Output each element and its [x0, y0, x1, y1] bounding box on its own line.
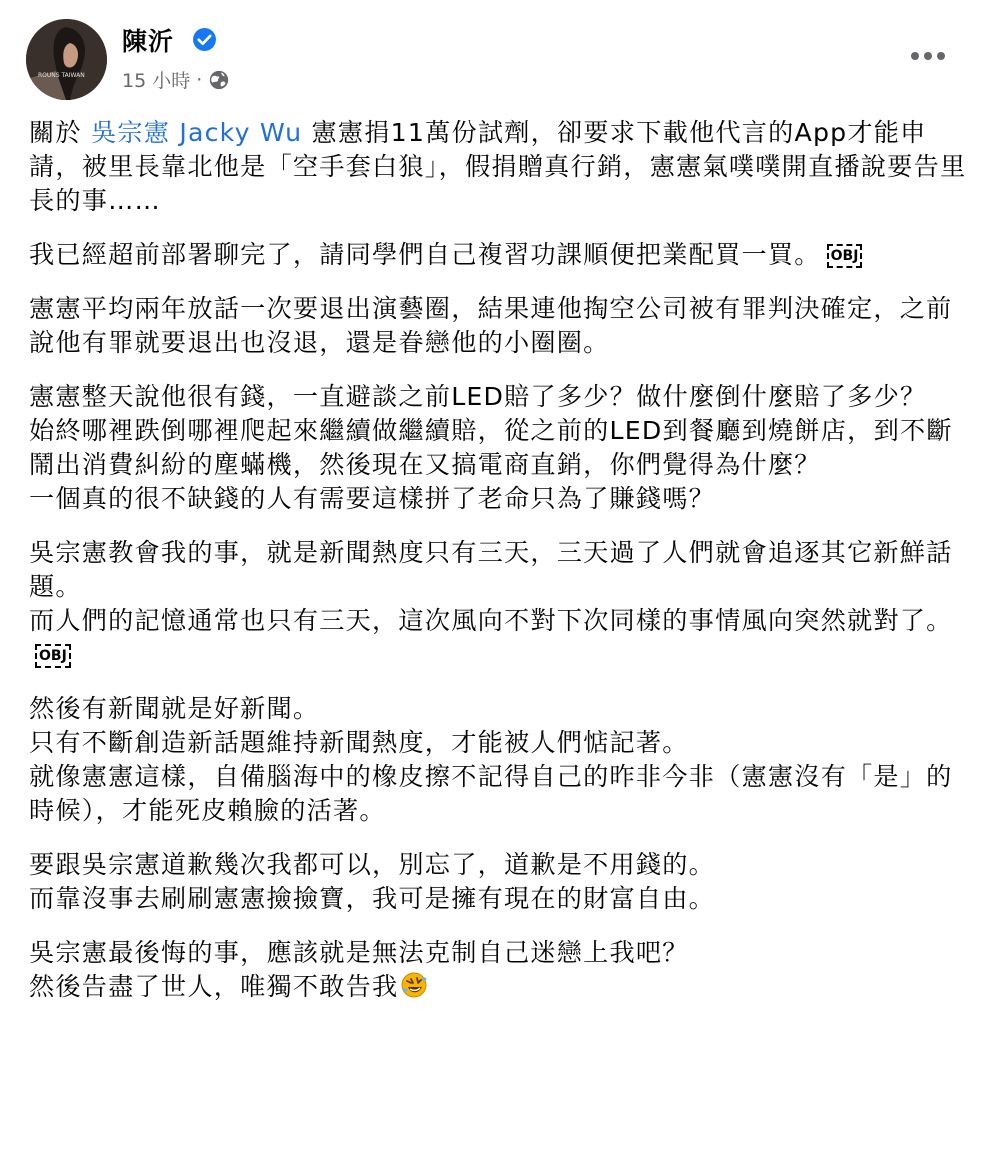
paragraph-line: 就像憲憲這樣，自備腦海中的橡皮擦不記得自己的昨非今非（憲憲沒有「是」的時候），才能死皮賴臉的活著。 [29, 762, 953, 825]
paragraph-line: 吳宗憲教會我的事，就是新聞熱度只有三天，三天過了人們就會追逐其它新鮮話題。 [29, 538, 953, 601]
avatar[interactable] [26, 19, 107, 100]
mention-link[interactable]: 吳宗憲 Jacky Wu [91, 118, 303, 147]
paragraph-6 [29, 692, 969, 828]
paragraph-3: 憲憲平均兩年放話一次要退出演藝圈，結果連他掏空公司被有罪判決確定，之前說他有罪就要退出也沒退，還是眷戀他的小圈圈。 [29, 294, 953, 357]
paragraph-4 [29, 380, 969, 516]
rolling-laughing-emoji-icon [400, 971, 428, 999]
paragraph-line: 而靠沒事去刷刷憲憲撿撿寶，我可是擁有現在的財富自由。 [29, 884, 716, 913]
paragraph-line: 然後告盡了世人，唯獨不敢告我 [29, 972, 399, 1001]
meta-separator: · [196, 68, 203, 91]
post-body [29, 116, 969, 1004]
globe-icon[interactable] [208, 69, 230, 91]
paragraph-7 [29, 848, 969, 916]
paragraph-2: 我已經超前部署聊完了，請同學們自己複習功課順便把業配買一買。 OBJ [29, 238, 969, 272]
paragraph-line: 只有不斷創造新話題維持新聞熱度，才能被人們惦記著。 [29, 728, 689, 757]
paragraph-line: 然後有新聞就是好新聞。 [29, 694, 320, 723]
paragraph-8 [29, 936, 969, 1004]
object-placeholder-icon: OBJ [35, 644, 71, 668]
paragraph-line: 始終哪裡跌倒哪裡爬起來繼續做繼續賠，從之前的LED到餐廳到燒餅店，到不斷鬧出消費糾紛的塵蟎機，然後現在又搞電商直銷，你們覺得為什麼？ [29, 416, 953, 479]
paragraph-line: 吳宗憲最後悔的事，應該就是無法克制自己迷戀上我吧？ [29, 938, 689, 967]
post-header [0, 0, 992, 110]
paragraph-1: 關於 吳宗憲 Jacky Wu 憲憲捐11萬份試劑，卻要求下載他代言的App才能申請，被里長靠北他是「空手套白狼」，假捐贈真行銷，憲憲氣噗噗開直播說要告里長的事…… [29, 118, 967, 215]
post-meta [122, 66, 230, 93]
paragraph-line: 一個真的很不缺錢的人有需要這樣拼了老命只為了賺錢嗎？ [29, 484, 716, 513]
more-horizontal-icon [910, 51, 946, 61]
paragraph-line: 憲憲整天說他很有錢，一直避談之前LED賠了多少？做什麼倒什麼賠了多少？ [29, 382, 927, 411]
verified-badge-icon [192, 27, 217, 52]
svg-text:ROUNS TAIWAN: ROUNS TAIWAN [38, 72, 85, 79]
more-options-button[interactable] [902, 36, 954, 76]
paragraph-5 [29, 536, 969, 672]
post-timestamp[interactable]: 15 小時 [122, 70, 191, 92]
author-name[interactable]: 陳沂 [122, 27, 175, 56]
paragraph-line: 要跟吳宗憲道歉幾次我都可以，別忘了，道歉是不用錢的。 [29, 850, 716, 879]
object-placeholder-icon: OBJ [827, 244, 863, 268]
paragraph-line: 而人們的記憶通常也只有三天，這次風向不對下次同樣的事情風向突然就對了。 [29, 606, 953, 635]
